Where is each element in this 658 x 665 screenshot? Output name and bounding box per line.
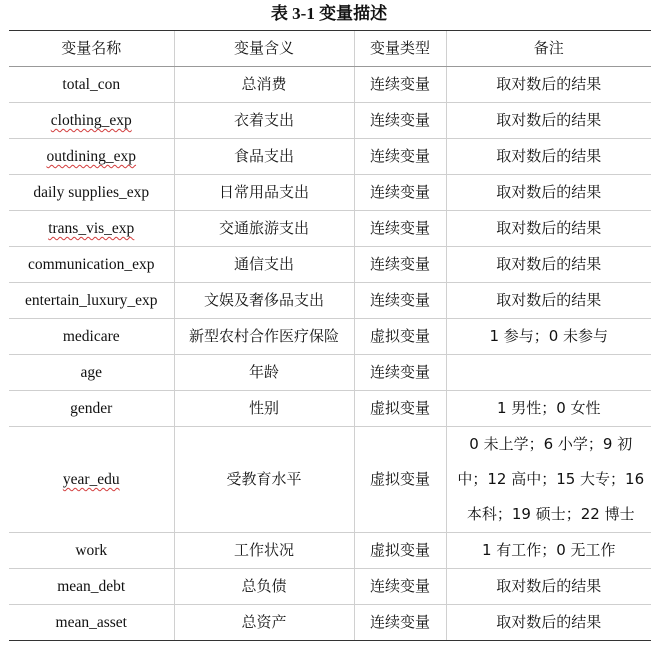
table-row (9, 605, 651, 641)
variable-name: gender (70, 400, 113, 417)
variable-name: outdining_exp (46, 148, 137, 165)
variable-name: communication_exp (27, 256, 155, 273)
table-row (9, 247, 651, 283)
variable-meaning-cell: 衣着支出 (174, 103, 354, 139)
table-row (9, 391, 651, 427)
note-cell: 取对数后的结果 (446, 247, 651, 283)
variable-name-cell (9, 391, 174, 427)
variable-name: total_con (62, 76, 121, 93)
variable-name-cell (9, 247, 174, 283)
note-cell: 1 参与；0 未参与 (446, 319, 651, 355)
table-header-row (9, 31, 651, 67)
note-cell (446, 355, 651, 391)
variable-name: year_edu (62, 471, 120, 488)
variable-meaning-cell: 新型农村合作医疗保险 (174, 319, 354, 355)
table-row (9, 139, 651, 175)
variable-meaning-cell: 总负债 (174, 569, 354, 605)
table-row (9, 427, 651, 533)
variable-type-cell: 连续变量 (354, 67, 446, 103)
variable-name: mean_debt (57, 578, 126, 595)
variable-name: age (80, 364, 102, 381)
variable-meaning-cell: 日常用品支出 (174, 175, 354, 211)
variable-meaning-cell: 总资产 (174, 605, 354, 641)
variable-meaning-cell: 通信支出 (174, 247, 354, 283)
variable-meaning-cell: 工作状况 (174, 533, 354, 569)
variable-type-cell: 连续变量 (354, 355, 446, 391)
variable-type-cell: 虚拟变量 (354, 427, 446, 533)
variable-type-cell: 连续变量 (354, 103, 446, 139)
variable-meaning-cell: 受教育水平 (174, 427, 354, 533)
note-cell: 取对数后的结果 (446, 605, 651, 641)
table-row (9, 533, 651, 569)
table-row (9, 175, 651, 211)
variable-name-cell (9, 211, 174, 247)
table-row (9, 355, 651, 391)
table-row (9, 319, 651, 355)
table-row (9, 67, 651, 103)
variable-name-cell (9, 533, 174, 569)
variable-meaning-cell: 交通旅游支出 (174, 211, 354, 247)
header-variable-meaning: 变量含义 (174, 31, 354, 67)
variable-meaning-cell: 总消费 (174, 67, 354, 103)
variable-type-cell: 虚拟变量 (354, 391, 446, 427)
variable-meaning-cell: 年龄 (174, 355, 354, 391)
variable-name-cell (9, 103, 174, 139)
table-row (9, 283, 651, 319)
variable-name: work (75, 542, 108, 559)
variable-name: clothing_exp (50, 112, 132, 129)
note-cell: 取对数后的结果 (446, 103, 651, 139)
note-cell: 取对数后的结果 (446, 283, 651, 319)
note-cell: 0 未上学；6 小学；9 初中；12 高中；15 大专；16 本科；19 硕士；22 博士 (446, 427, 651, 533)
variable-meaning-cell: 食品支出 (174, 139, 354, 175)
table-caption: 表 3-1 变量描述 (270, 4, 388, 23)
variable-type-cell: 连续变量 (354, 247, 446, 283)
variable-name-cell (9, 175, 174, 211)
variable-name-cell (9, 427, 174, 533)
header-variable-type: 变量类型 (354, 31, 446, 67)
variable-type-cell: 虚拟变量 (354, 319, 446, 355)
note-cell: 取对数后的结果 (446, 175, 651, 211)
variable-name-cell (9, 139, 174, 175)
table-row (9, 211, 651, 247)
variable-meaning-cell: 性别 (174, 391, 354, 427)
variable-type-cell: 连续变量 (354, 139, 446, 175)
variable-name-cell (9, 283, 174, 319)
variable-name: mean_asset (55, 614, 127, 631)
variable-type-cell: 连续变量 (354, 569, 446, 605)
variable-name-cell (9, 605, 174, 641)
variable-name: entertain_luxury_exp (24, 292, 158, 309)
header-variable-name: 变量名称 (9, 31, 174, 67)
variable-name-cell (9, 355, 174, 391)
note-cell: 取对数后的结果 (446, 569, 651, 605)
variable-type-cell: 虚拟变量 (354, 533, 446, 569)
variable-name-cell (9, 569, 174, 605)
table-row (9, 103, 651, 139)
note-cell: 取对数后的结果 (446, 139, 651, 175)
variable-type-cell: 连续变量 (354, 283, 446, 319)
note-cell: 取对数后的结果 (446, 67, 651, 103)
table-row (9, 569, 651, 605)
variable-type-cell: 连续变量 (354, 605, 446, 641)
variable-name: trans_vis_exp (48, 220, 135, 237)
header-note: 备注 (446, 31, 651, 67)
note-cell: 1 男性；0 女性 (446, 391, 651, 427)
variable-meaning-cell: 文娱及奢侈品支出 (174, 283, 354, 319)
note-cell: 1 有工作；0 无工作 (446, 533, 651, 569)
variable-name-cell (9, 67, 174, 103)
variable-name: daily supplies_exp (33, 184, 150, 201)
variable-type-cell: 连续变量 (354, 175, 446, 211)
variable-table (9, 30, 651, 641)
variable-name: medicare (62, 328, 120, 345)
note-cell: 取对数后的结果 (446, 211, 651, 247)
variable-type-cell: 连续变量 (354, 211, 446, 247)
variable-name-cell (9, 319, 174, 355)
